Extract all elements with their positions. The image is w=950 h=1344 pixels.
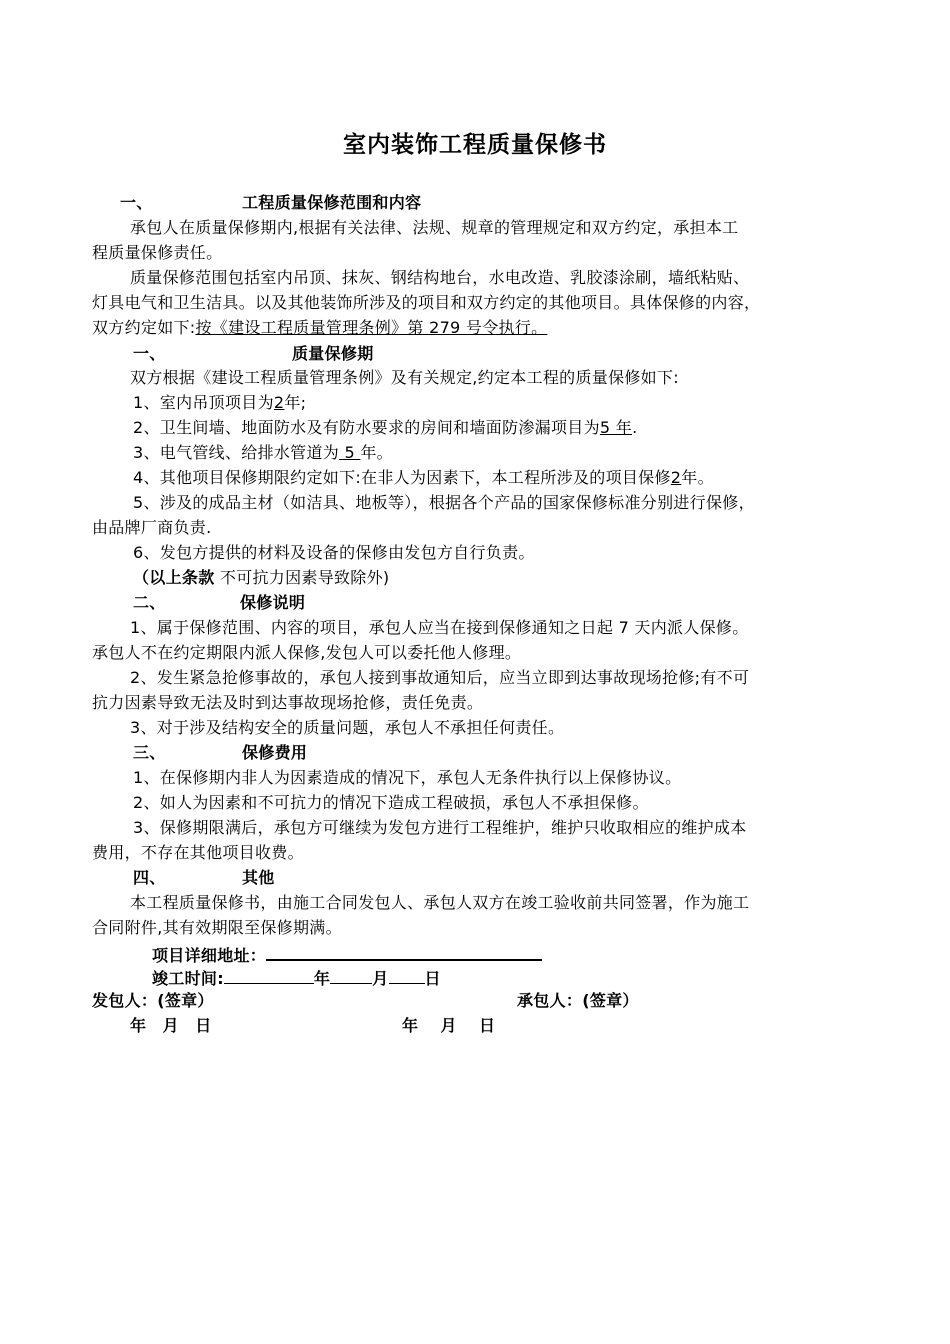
s2-item-2-suffix: .	[632, 418, 638, 437]
s2-note-prefix: （以上条款	[133, 568, 215, 587]
s1-paragraph-2-line-1: 质量保修范围包括室内吊顶、抹灰、钢结构地台，水电改造、乳胶漆涂刷，墙纸粘贴、	[130, 268, 750, 287]
s2-item-2-text: 2、卫生间墙、地面防水及有防水要求的房间和墙面防渗漏项目为	[133, 418, 600, 437]
s2-item-4	[133, 468, 714, 488]
s1-paragraph-2-line-3	[92, 318, 547, 338]
s3-item-1-line-1: 1、属于保修范围、内容的项目，承包人应当在接到保修通知之日起 7 天内派人保修。	[130, 618, 749, 637]
s2-item-1	[133, 393, 306, 413]
party-b-signature: 承包人：(签章）	[517, 991, 639, 1010]
s5-paragraph-line-1: 本工程质量保修书，由施工合同发包人、承包人双方在竣工验收前共同签署，作为施工	[130, 893, 750, 912]
address-blank	[266, 943, 542, 961]
s1-paragraph-1-line-1: 承包人在质量保修期内,根据有关法律、法规、规章的管理规定和双方约定，承担本工	[130, 218, 739, 237]
party-a-date: 年 月 日	[130, 1016, 212, 1035]
s4-item-3-line-1: 3、保修期限满后，承包方可继续为发包方进行工程维护，维护只收取相应的维护成本	[133, 818, 747, 837]
s2-item-6: 6、发包方提供的材料及设备的保修由发包方自行负责。	[133, 543, 535, 562]
section-4-heading: 保修费用	[242, 743, 308, 762]
section-4-number: 三、	[133, 743, 166, 762]
completion-day-label: 日	[424, 969, 441, 988]
s2-item-3-suffix: 年。	[360, 443, 393, 462]
completion-month-label: 月	[372, 969, 389, 988]
s4-item-2: 2、如人为因素和不可抗力的情况下造成工程破损，承包人不承担保修。	[133, 793, 649, 812]
s2-item-3	[133, 443, 393, 463]
completion-label: 竣工时间:	[152, 969, 224, 988]
s2-item-2-value: 5 年	[599, 418, 633, 437]
s5-paragraph-line-2: 合同附件,其有效期限至保修期满。	[92, 918, 342, 937]
s3-item-3: 3、对于涉及结构安全的质量问题，承包人不承担任何责任。	[130, 718, 565, 737]
completion-year-blank	[224, 967, 314, 984]
section-3-heading: 保修说明	[240, 593, 306, 612]
s2-item-3-value: 5	[339, 443, 361, 462]
section-1-number: 一、	[120, 193, 153, 212]
s2-item-1-suffix: 年;	[284, 393, 307, 412]
s2-item-3-text: 3、电气管线、给排水管道为	[133, 443, 340, 462]
s1-paragraph-1-line-2: 程质量保修责任。	[92, 243, 223, 262]
s2-intro: 双方根据《建设工程质量管理条例》及有关规定,约定本工程的质量保修如下:	[130, 368, 679, 387]
section-2-heading: 质量保修期	[292, 344, 374, 363]
section-5-heading: 其他	[242, 868, 275, 887]
address-row	[152, 943, 542, 966]
s4-item-3-line-2: 费用，不存在其他项目收费。	[92, 843, 304, 862]
completion-month-blank	[330, 967, 372, 984]
address-label: 项目详细地址：	[152, 946, 267, 965]
s2-note-text: 不可抗力因素导致除外)	[219, 568, 390, 587]
section-3-number: 二、	[133, 593, 166, 612]
section-5-number: 四、	[133, 868, 166, 887]
agreement-value: 按《建设工程质量管理条例》第 279 号令执行。	[195, 318, 548, 337]
section-1-heading: 工程质量保修范围和内容	[242, 193, 422, 212]
s2-item-4-suffix: 年。	[681, 468, 714, 487]
s3-item-1-line-2: 承包人不在约定期限内派人保修,发包人可以委托他人修理。	[92, 643, 522, 662]
s2-item-1-text: 1、室内吊顶项目为	[133, 393, 274, 412]
completion-year-label: 年	[313, 969, 331, 988]
party-a-signature: 发包人：(签章）	[92, 991, 214, 1010]
party-b-date: 年 月 日	[402, 1016, 496, 1035]
s2-item-5-line-2: 由品牌厂商负责.	[92, 518, 212, 537]
completion-row	[152, 967, 441, 989]
s2-note	[133, 568, 389, 588]
s2-item-5-line-1: 5、涉及的成品主材（如洁具、地板等），根据各个产品的国家保修标准分别进行保修，	[133, 493, 755, 512]
section-2-number: 一、	[133, 344, 166, 363]
document-title: 室内装饰工程质量保修书	[343, 132, 607, 158]
agreement-label: 双方约定如下:	[92, 318, 196, 337]
s2-item-1-value: 2	[273, 393, 285, 412]
completion-day-blank	[389, 967, 425, 984]
s4-item-1: 1、在保修期内非人为因素造成的情况下，承包人无条件执行以上保修协议。	[133, 768, 682, 787]
s1-paragraph-2-line-2: 灯具电气和卫生洁具。以及其他装饰所涉及的项目和双方约定的其他项目。具体保修的内容，	[92, 293, 761, 312]
s3-item-2-line-1: 2、发生紧急抢修事故的，承包人接到事故通知后，应当立即到达事故现场抢修;有不可	[130, 668, 750, 687]
s2-item-4-text: 4、其他项目保修期限约定如下:在非人为因素下，本工程所涉及的项目保修	[133, 468, 671, 487]
s3-item-2-line-2: 抗力因素导致无法及时到达事故现场抢修，责任免责。	[92, 693, 484, 712]
s2-item-2	[133, 418, 637, 438]
s2-item-4-value: 2	[670, 468, 682, 487]
